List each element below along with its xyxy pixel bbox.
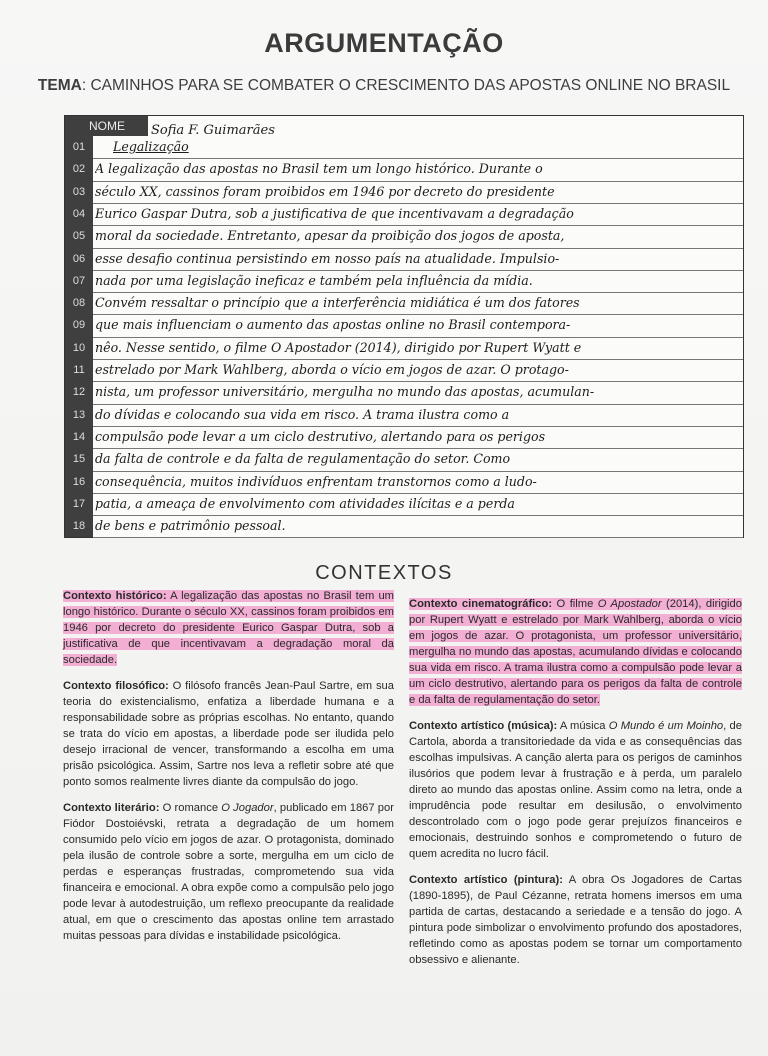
handwritten-line: patia, a ameaça de envolvimento com atividades ilícitas e a perda [95,496,515,511]
context-text: A obra Os Jogadores de Cartas (1890-1895), de Paul Cézanne, retrata homens imersos em uma partida de cartas, destacando a seriedade e a tensão do jogo. A pintura pode simbolizar o envolvimento profundo dos apostadores, refletindo como as apostas podem se tornar um comportamento obsessivo e alienante. [409,874,742,966]
ruled-line [93,181,743,182]
line-number: 12 [72,386,86,399]
ruled-line [93,270,743,271]
ruled-line [93,337,743,338]
name-label: NOME [65,116,148,136]
ruled-line [93,537,743,538]
line-number: 08 [72,297,86,310]
line-number: 09 [72,319,86,332]
ruled-line [93,292,743,293]
context-musica [409,718,742,862]
line-number: 03 [72,185,86,198]
song-title: O Mundo é um Moinho [608,720,724,732]
handwritten-line: Legalização [113,140,189,154]
line-number: 15 [72,453,86,466]
context-label: Contexto literário: [63,802,160,814]
line-number: 13 [72,408,86,421]
handwritten-line: do dívidas e colocando sua vida em risco. A trama ilustra como a [95,407,510,422]
ruled-line [93,158,743,159]
contexts-right-column [409,596,742,978]
handwritten-line: século XX, cassinos foram proibidos em 1946 por decreto do presidente [95,184,555,199]
student-name: Sofia F. Guimarães [151,124,275,138]
ruled-line [93,515,743,516]
line-number: 14 [72,430,86,443]
context-filosofico [63,678,394,790]
theme-text: : CAMINHOS PARA SE COMBATER O CRESCIMENTO DAS APOSTAS ONLINE NO BRASIL [81,77,731,94]
line-number: 11 [73,364,85,376]
ruled-line [93,404,743,405]
ruled-line [93,314,743,315]
context-historico [63,588,394,668]
handwritten-line: da falta de controle e da falta de regulamentação do setor. Como [95,452,511,467]
line-number: 16 [72,475,86,488]
context-text: A legalização das apostas no Brasil tem um longo histórico. Durante o século XX, cassinos foram proibidos em 1946 por decreto do presidente Eurico Gaspar Dutra, sob a justificativa de que incentivavam a degradação moral da sociedade. [63,590,394,666]
ruled-line [93,225,743,226]
line-number: 06 [72,252,86,265]
ruled-line [93,471,743,472]
handwritten-line: nada por uma legislação ineficaz e também pela influência da mídia. [95,273,533,288]
context-pintura [409,872,742,968]
context-text: (2014), dirigido por Rupert Wyatt e estrelado por Mark Wahlberg, aborda o vício em jogos de azar. O protagonista, um professor universitário, mergulha no mundo das apostas, acumulando dívidas e colocando sua vida em risco. A trama ilustra como a compulsão pode levar a um ciclo destrutivo, alertando para os perigos da falta de controle e da falta de regulamentação do setor. [409,598,742,706]
context-label: Contexto histórico: [63,590,167,602]
handwritten-line: que mais influenciam o aumento das apostas online no Brasil contempora- [95,318,571,333]
book-title: O Jogador [221,802,274,814]
line-number: 17 [72,497,86,510]
handwritten-line: A legalização das apostas no Brasil tem um longo histórico. Durante o [95,162,543,177]
page-title: ARGUMENTAÇÃO [264,28,504,58]
handwritten-line: Eurico Gaspar Dutra, sob a justificativa de que incentivavam a degradação [95,206,574,221]
line-number: 10 [72,341,86,354]
handwritten-line: esse desafio continua persistindo em nosso país na atualidade. Impulsio- [95,251,560,266]
context-text: , de Cartola, aborda a transitoriedade da vida e as consequências das escolhas impulsivas. A canção alerta para os perigos de caminhos ilusórios que podem levar à frustração e à perda, um paralelo direto ao mundo das apostas online. Assim como na letra, onde a imprudência pode resultar em desilusão, o envolvimento descontrolado com o jogo pode gerar prejuízos financeiros e emocionais, destruindo sonhos e comprometendo o futuro de quem acredita no lucro fácil. [409,720,742,860]
handwritten-line: consequência, muitos indivíduos enfrentam transtornos como a ludo- [95,474,537,489]
context-text: A música [557,720,609,732]
contexts-left-column [63,588,394,954]
handwritten-line: nista, um professor universitário, mergulha no mundo das apostas, acumulan- [95,385,595,400]
handwritten-line: Convém ressaltar o princípio que a interferência midiática é um dos fatores [95,296,580,311]
line-number: 05 [72,230,86,243]
handwritten-line: moral da sociedade. Entretanto, apesar da proibição dos jogos de aposta, [95,229,565,244]
theme-line [0,77,768,95]
theme-label: TEMA [37,77,82,94]
handwritten-line: estrelado por Mark Wahlberg, aborda o vício em jogos de azar. O protago- [95,363,569,377]
context-label: Contexto artístico (música): [409,720,558,732]
handwritten-line: compulsão pode levar a um ciclo destrutivo, alertando para os perigos [95,429,546,444]
context-text: O filme [552,598,598,610]
ruled-line [93,426,743,427]
context-literario [63,800,394,944]
film-title: O Apostador [597,598,662,610]
line-number: 04 [72,207,86,220]
line-number: 01 [72,141,86,153]
line-number: 18 [72,520,86,533]
ruled-line [93,381,743,382]
ruled-line [93,203,743,204]
context-label: Contexto filosófico: [63,680,169,692]
context-text: , publicado em 1867 por Fiódor Dostoiévski, retrata a degradação de um homem consumido pelo vício em jogos de azar. O protagonista, dominado pela ilusão de controle sobre a sorte, mergulha em um ciclo de perdas e esperanças frustradas, comprometendo sua vida financeira e emocional. A obra expõe como a compulsão pelo jogo pode levar à autodestruição, um reflexo preocupante da realidade atual, em que o crescimento das apostas online tem arrastado muitas pessoas para dívidas e instabilidade psicológica. [63,802,394,942]
ruled-line [93,448,743,449]
context-text: O romance [159,802,222,814]
handwritten-line: nêo. Nesse sentido, o filme O Apostador (2014), dirigido por Rupert Wyatt e [95,340,582,355]
ruled-line [93,359,743,360]
ruled-line [93,248,743,249]
contexts-title: CONTEXTOS [315,562,453,584]
handwritten-line: de bens e patrimônio pessoal. [95,519,286,534]
line-number: 07 [72,274,86,287]
ruled-line [93,493,743,494]
context-label: Contexto artístico (pintura): [409,874,563,886]
context-text: O filósofo francês Jean-Paul Sartre, em sua teoria do existencialismo, enfatiza a liberdade humana e a responsabilidade sobre as próprias escolhas. No entanto, quando se trata do vício em apostas, a liberdade pode ser iludida pelo desejo irracional de vencer, transformando a escolha em uma prisão psicológica. Assim, Sartre nos leva a refletir sobre até que ponto somos realmente livres diante da compulsão do jogo. [63,680,395,788]
context-cinematografico [409,596,742,708]
answer-sheet [64,115,744,538]
context-label: Contexto cinematográfico: [409,598,553,610]
line-number: 02 [72,163,86,176]
